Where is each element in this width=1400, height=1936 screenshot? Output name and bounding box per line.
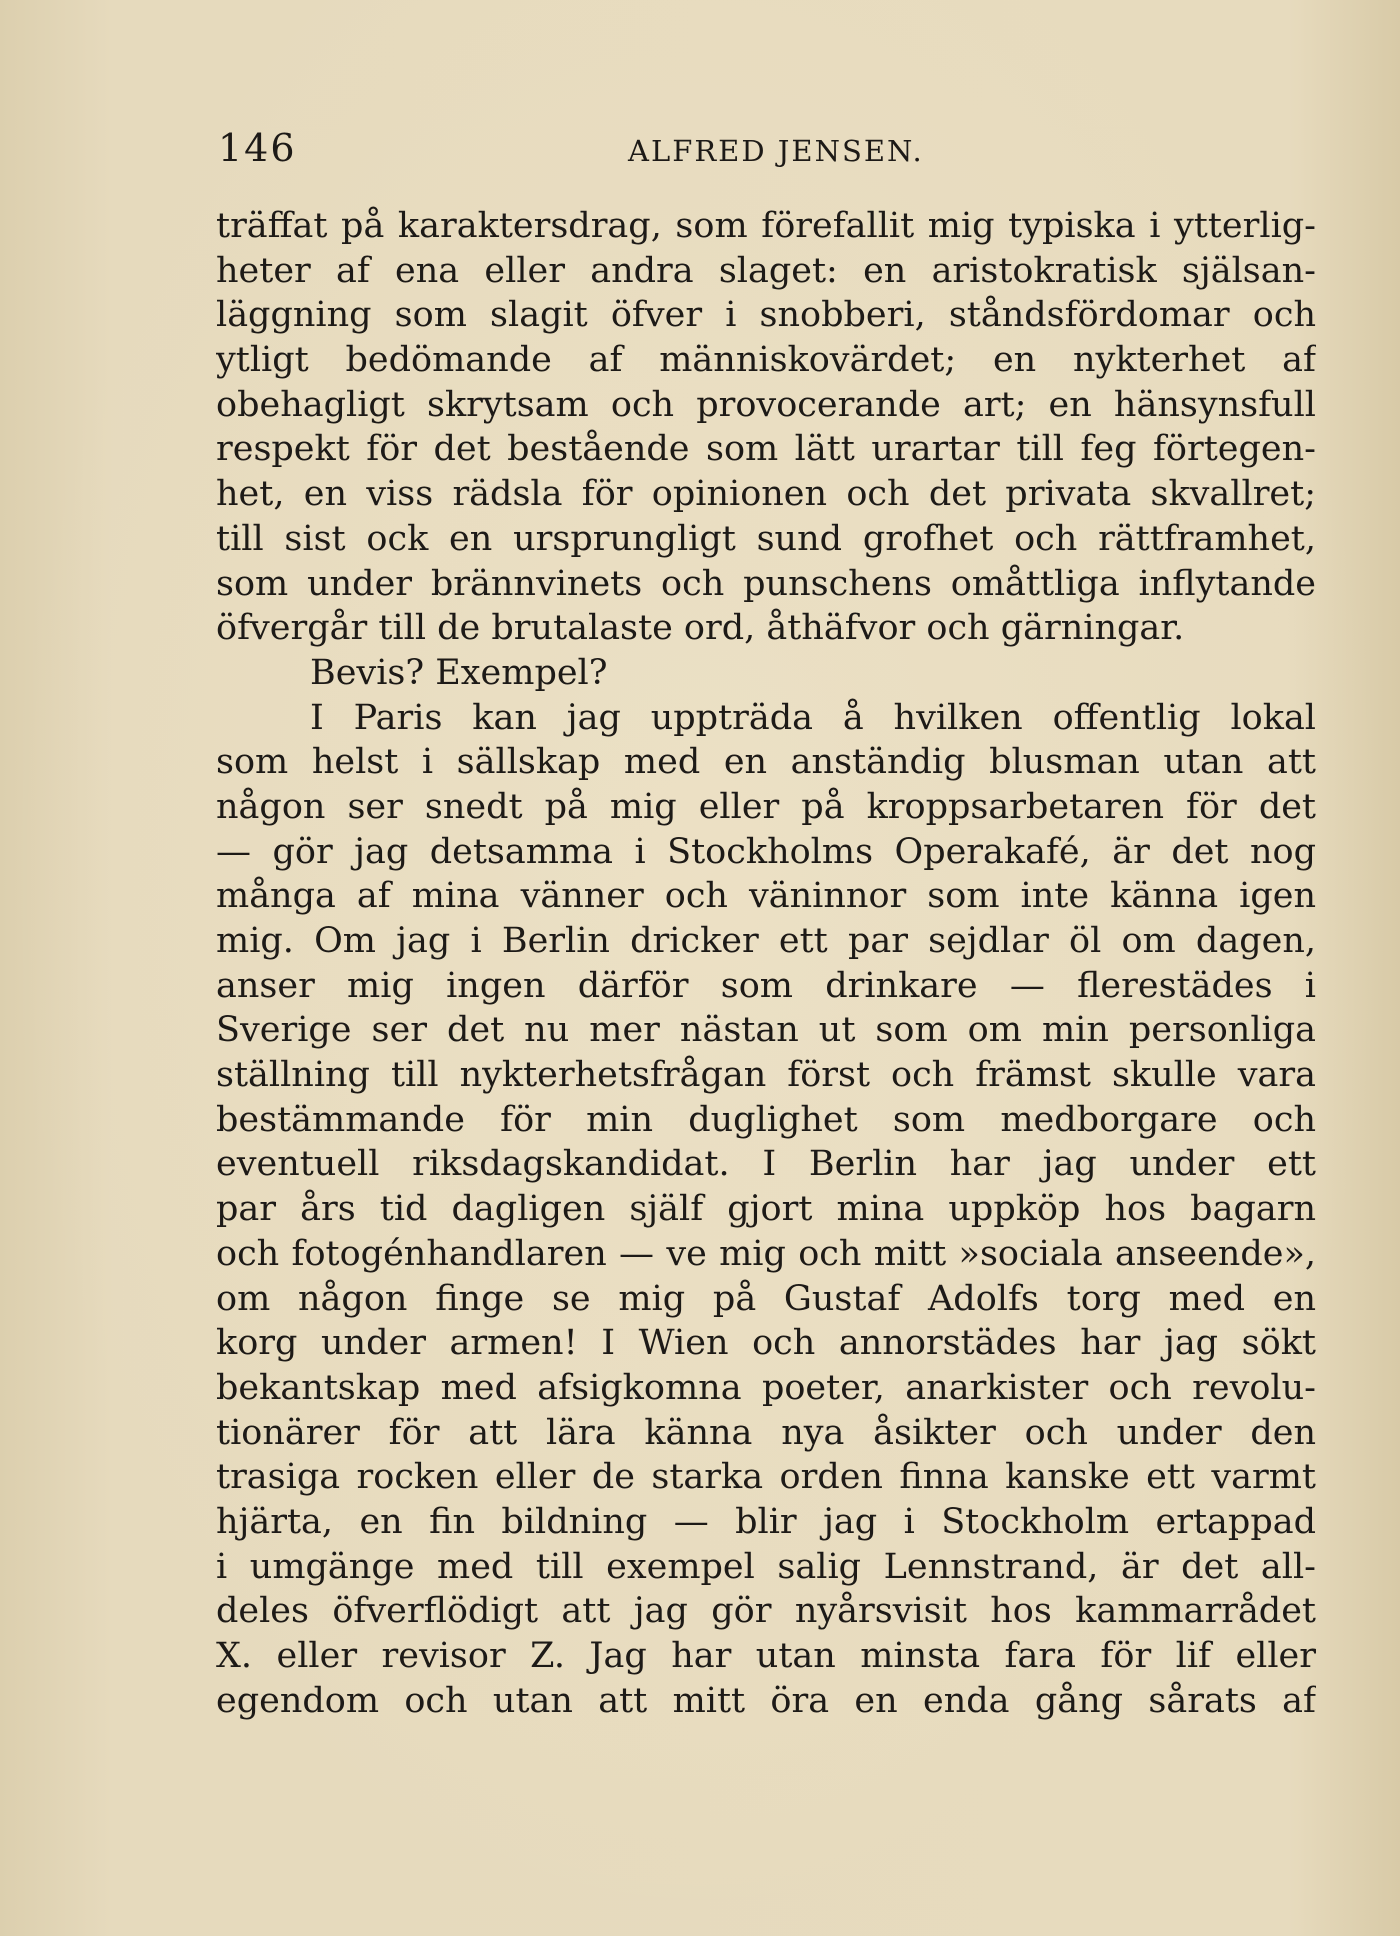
page-header xyxy=(218,126,1320,176)
text-line: och fotogénhandlaren — ve mig och mitt »sociala anseende», xyxy=(216,1233,1316,1274)
text-line: X. eller revisor Z. Jag har utan minsta fara för lif eller xyxy=(216,1636,1316,1676)
text-line: I Paris kan jag uppträda å hvilken offentlig lokal xyxy=(310,697,1316,738)
text-line: Bevis? Exempel? xyxy=(310,652,608,693)
running-head: ALFRED JENSEN. xyxy=(628,134,924,168)
text-line: Sverige ser det nu mer nästan ut som om min personliga xyxy=(216,1010,1316,1051)
text-line: par års tid dagligen själf gjort mina uppköp hos bagarn xyxy=(216,1189,1316,1230)
text-line: deles öfverflödigt att jag gör nyårsvisit hos kammarrådet xyxy=(216,1591,1316,1632)
text-line: bekantskap med afsigkomna poeter, anarkister och revolu- xyxy=(216,1367,1316,1408)
text-line: mig. Om jag i Berlin dricker ett par sejdlar öl om dagen, xyxy=(216,921,1316,961)
text-line: öfvergår till de brutalaste ord, åthäfvor och gärningar. xyxy=(216,608,1185,649)
text-line: obehagligt skrytsam och provocerande art; en hänsynsfull xyxy=(216,384,1316,425)
text-line: träffat på karaktersdrag, som förefallit mig typiska i ytterlig- xyxy=(216,206,1316,246)
text-line: — gör jag detsamma i Stockholms Operakafé, är det nog xyxy=(216,831,1316,872)
text-line: som under brännvinets och punschens omåttliga inflytande xyxy=(216,563,1316,604)
body-text xyxy=(216,204,1316,1723)
text-line: många af mina vänner och väninnor som inte känna igen xyxy=(216,876,1316,917)
text-line: bestämmande för min duglighet som medborgare och xyxy=(216,1099,1316,1140)
text-line: heter af ena eller andra slaget: en aristokratisk själsan- xyxy=(216,250,1316,291)
text-line: respekt för det bestående som lätt urartar till feg förtegen- xyxy=(216,429,1316,470)
text-line: om någon finge se mig på Gustaf Adolfs torg med en xyxy=(216,1278,1316,1319)
text-line: hjärta, en fin bildning — blir jag i Stockholm ertappad xyxy=(216,1501,1316,1542)
text-line: egendom och utan att mitt öra en enda gång sårats af xyxy=(216,1680,1316,1721)
text-line: till sist ock en ursprungligt sund grofhet och rättframhet, xyxy=(216,518,1316,559)
text-line: korg under armen! I Wien och annorstädes har jag sökt xyxy=(216,1323,1316,1364)
text-line: någon ser snedt på mig eller på kroppsarbetaren för det xyxy=(216,786,1316,827)
text-line: trasiga rocken eller de starka orden finna kanske ett varmt xyxy=(216,1457,1316,1498)
text-line: eventuell riksdagskandidat. I Berlin har jag under ett xyxy=(216,1144,1316,1185)
text-line: i umgänge med till exempel salig Lennstrand, är det all- xyxy=(216,1546,1316,1587)
text-line: ställning till nykterhetsfrågan först och främst skulle vara xyxy=(216,1055,1316,1096)
text-line: läggning som slagit öfver i snobberi, ståndsfördomar och xyxy=(216,295,1316,336)
text-line: tionärer för att lära känna nya åsikter och under den xyxy=(216,1412,1316,1453)
text-line: som helst i sällskap med en anständig blusman utan att xyxy=(216,742,1316,783)
text-line: ytligt bedömande af människovärdet; en nykterhet af xyxy=(216,340,1316,381)
page-number: 146 xyxy=(218,126,297,170)
text-line: anser mig ingen därför som drinkare — flerestädes i xyxy=(216,965,1316,1006)
text-line: het, en viss rädsla för opinionen och det privata skvallret; xyxy=(216,474,1316,515)
